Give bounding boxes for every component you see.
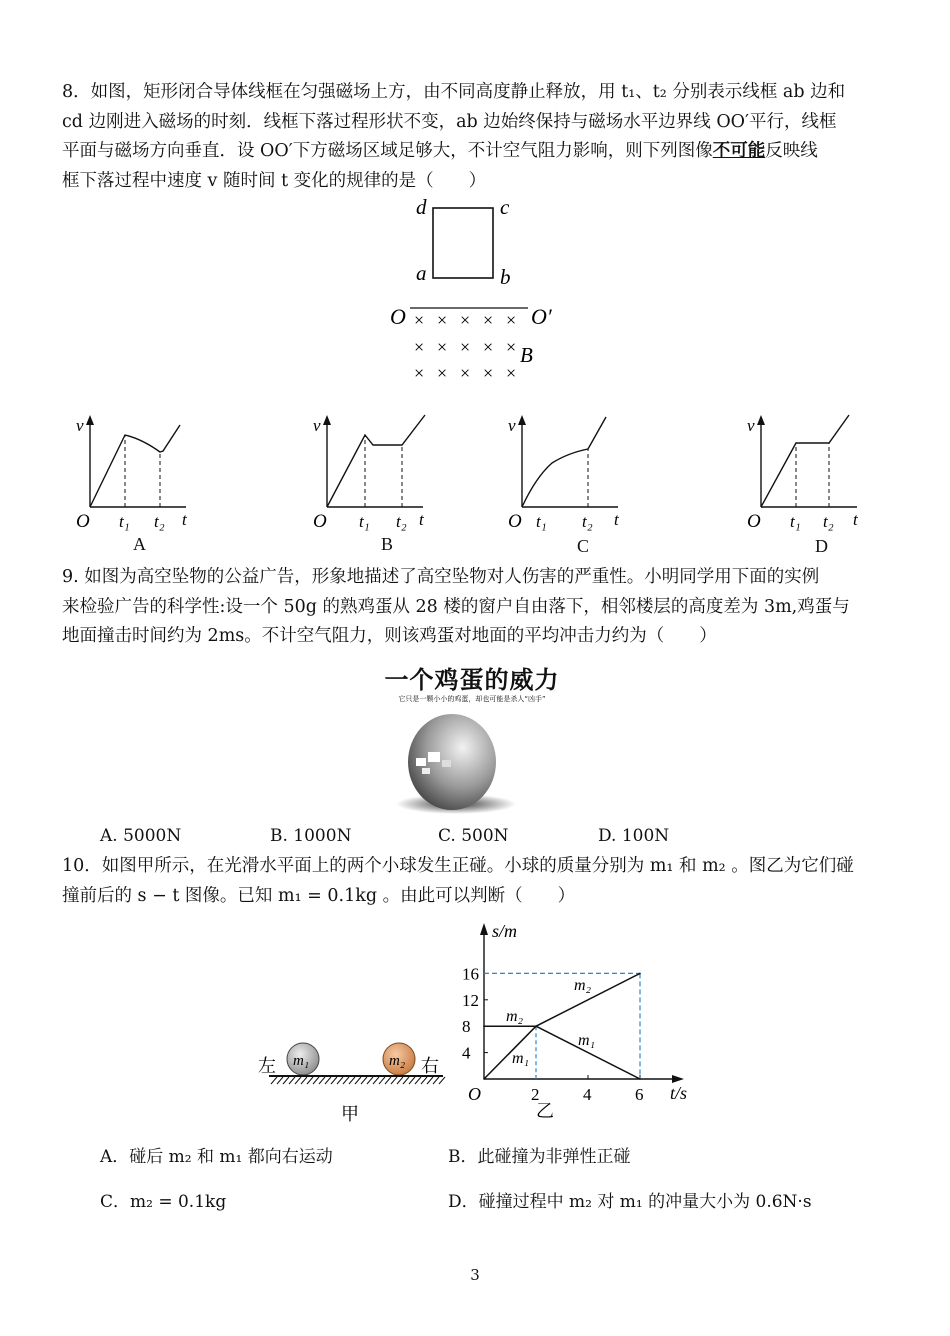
q9-line-3: 地面撞击时间约为 2ms。不计空气阻力，则该鸡蛋对地面的平均冲击力约为（ ） — [62, 626, 717, 646]
graph-label-C: C — [577, 536, 590, 556]
t2-label: t₂ — [582, 512, 593, 531]
hatch-line — [427, 1077, 433, 1084]
q9-line-1: 9. 如图为高空坠物的公益广告，形象地描述了高空坠物对人伤害的严重性。小明同学用下面的实例 — [62, 567, 820, 587]
y-tick-label: 16 — [462, 964, 479, 984]
v-axis-arrow — [86, 415, 94, 425]
vt-graph-A — [76, 415, 188, 532]
hatch-line — [307, 1077, 313, 1084]
egg-advertisement — [370, 660, 570, 820]
field-cross-mark: × — [414, 337, 425, 357]
vt-graph-C — [508, 415, 620, 532]
q10-option-D: D．碰撞过程中 m₂ 对 m₁ 的冲量大小为 0.6N·s — [448, 1192, 812, 1212]
velocity-curve — [761, 415, 849, 507]
q8-line-2: cd 边刚进入磁场的时刻．线框下落过程形状不变，ab 边始终保持与磁场水平边界线 OO′平行，线框 — [62, 111, 837, 132]
field-cross-mark: × — [437, 337, 448, 357]
q9-option-B: B. 1000N — [270, 826, 352, 846]
v-axis-arrow — [757, 415, 765, 425]
q8-line-3-text: 平面与磁场方向垂直．设 OO′下方磁场区域足够大，不计空气阻力影响，则下列图像 — [62, 141, 713, 161]
hatch-line — [331, 1077, 337, 1084]
frame-label-c: c — [500, 195, 510, 219]
fig-a-left-label: 左 — [258, 1056, 276, 1076]
hatch-line — [403, 1077, 409, 1084]
field-label-B: B — [520, 343, 533, 367]
t-axis-label: t — [419, 510, 424, 529]
x-tick-label: 6 — [635, 1085, 644, 1104]
hatch-line — [409, 1077, 415, 1084]
hatch-line — [397, 1077, 403, 1084]
y-tick-label: 12 — [462, 990, 479, 1010]
t2-label: t₂ — [396, 512, 407, 531]
hatch-line — [319, 1077, 325, 1084]
fig-a-right-label: 右 — [421, 1056, 439, 1076]
hatch-line — [421, 1077, 427, 1084]
hatch-line — [313, 1077, 319, 1084]
v-axis-label: v — [76, 416, 84, 435]
fig-a-caption: 甲 — [341, 1104, 359, 1124]
frame-label-b: b — [500, 265, 511, 289]
graph-label-D: D — [815, 536, 828, 556]
q10-st-chart — [450, 915, 710, 1135]
y-tick-label: 8 — [462, 1017, 471, 1037]
question-10-text — [62, 852, 892, 911]
field-cross-mark: × — [437, 363, 448, 383]
conducting-frame — [433, 208, 493, 278]
boundary-label-O: O — [390, 304, 406, 329]
origin-label: O — [313, 511, 327, 532]
hatch-line — [433, 1077, 439, 1084]
data-point — [483, 1025, 485, 1027]
t-axis-label: t/s — [670, 1083, 688, 1103]
magnetic-field-marks — [414, 310, 516, 383]
q8-emphasis: 不可能 — [712, 141, 766, 161]
field-cross-mark: × — [414, 310, 425, 330]
q8-line-3-tail: 反映线 — [765, 141, 818, 161]
origin-label: O — [468, 1084, 481, 1104]
v-axis-label: v — [508, 416, 516, 435]
hatch-line — [415, 1077, 421, 1084]
field-cross-mark: × — [483, 310, 494, 330]
hatch-line — [277, 1077, 283, 1084]
ball-m1-label: m₁ — [293, 1053, 310, 1069]
hatch-line — [379, 1077, 385, 1084]
graph-label-A: A — [133, 534, 146, 554]
v-axis-arrow — [323, 415, 331, 425]
t1-label: t₁ — [536, 512, 547, 531]
label-m1-after: m₁ — [578, 1032, 596, 1049]
q10-line-1: 10．如图甲所示，在光滑水平面上的两个小球发生正碰。小球的质量分别为 m₁ 和 m₂ 。图乙为它们碰 — [62, 856, 854, 876]
field-cross-mark: × — [483, 363, 494, 383]
ad-title: 一个鸡蛋的威力 — [384, 666, 560, 694]
hatch-line — [325, 1077, 331, 1084]
t2-label: t₂ — [154, 512, 165, 531]
field-cross-mark: × — [506, 363, 517, 383]
hatch-line — [373, 1077, 379, 1084]
field-cross-mark: × — [506, 337, 517, 357]
ad-subtitle: 它只是一颗小小的鸡蛋，却也可能是杀人“凶手” — [398, 695, 546, 703]
hatch-line — [361, 1077, 367, 1084]
q8-line-3 — [62, 137, 892, 167]
frame-label-a: a — [416, 261, 427, 285]
q10-line-2: 撞前后的 s − t 图像。已知 m₁ = 0.1kg 。由此可以判断（ ） — [62, 885, 576, 906]
hatch-line — [367, 1077, 373, 1084]
hatch-line — [301, 1077, 307, 1084]
velocity-curve — [327, 415, 425, 507]
hatch-line — [289, 1077, 295, 1084]
label-m1-before: m₁ — [512, 1050, 530, 1067]
hatch-line — [337, 1077, 343, 1084]
series-line-m1 — [484, 1026, 640, 1079]
page-number: 3 — [470, 1266, 480, 1284]
hatch-line — [283, 1077, 289, 1084]
field-cross-mark: × — [483, 337, 494, 357]
t1-label: t₁ — [359, 512, 370, 531]
data-point — [483, 1078, 485, 1080]
q9-option-D: D. 100N — [598, 826, 670, 846]
t-axis-label: t — [182, 510, 187, 529]
egg-image — [370, 700, 570, 820]
data-point — [639, 1078, 641, 1080]
ball-m2-label: m₂ — [389, 1053, 406, 1069]
origin-label: O — [76, 511, 90, 532]
t1-label: t₁ — [119, 512, 130, 531]
field-cross-mark: × — [460, 337, 471, 357]
q9-line-2: 来检验广告的科学性:设一个 50g 的熟鸡蛋从 28 楼的窗户自由落下，相邻楼层的高度差为 3m,鸡蛋与 — [62, 596, 850, 617]
field-cross-mark: × — [506, 310, 517, 330]
q9-option-C: C. 500N — [438, 826, 509, 846]
s-axis-label: s/m — [492, 921, 518, 941]
t2-label: t₂ — [823, 512, 834, 531]
origin-label: O — [508, 511, 522, 532]
ground-hatching — [271, 1077, 445, 1084]
velocity-curve — [522, 417, 606, 507]
label-m2-before: m₂ — [506, 1008, 524, 1025]
q8-line-1: 8．如图，矩形闭合导体线框在匀强磁场上方，由不同高度静止释放，用 t₁、t₂ 分别表示线框 ab 边和 — [62, 82, 846, 102]
field-cross-mark: × — [460, 310, 471, 330]
t-axis-label: t — [853, 510, 858, 529]
t-axis-label: t — [614, 510, 619, 529]
q10-option-C: C．m₂ = 0.1kg — [100, 1192, 227, 1212]
data-point — [639, 973, 641, 975]
y-tick-label: 4 — [462, 1043, 471, 1063]
field-cross-mark: × — [460, 363, 471, 383]
label-m2-after: m₂ — [574, 977, 592, 994]
x-tick-label: 2 — [531, 1085, 540, 1104]
data-point — [535, 1025, 537, 1027]
fig-b-caption: 乙 — [536, 1101, 554, 1121]
v-axis-label: v — [313, 416, 321, 435]
hatch-line — [385, 1077, 391, 1084]
hatch-line — [355, 1077, 361, 1084]
graph-label-B: B — [381, 534, 394, 554]
field-cross-mark: × — [414, 363, 425, 383]
vt-graph-D — [747, 415, 859, 532]
q9-option-A: A. 5000N — [100, 826, 182, 846]
hatch-line — [295, 1077, 301, 1084]
hatch-line — [271, 1077, 277, 1084]
t1-label: t₁ — [790, 512, 801, 531]
v-axis-arrow — [518, 415, 526, 425]
question-8-text — [62, 78, 892, 196]
field-cross-mark: × — [437, 310, 448, 330]
q10-option-B: B．此碰撞为非弹性正碰 — [448, 1147, 631, 1167]
vt-graph-B — [313, 415, 425, 532]
v-axis-label: v — [747, 416, 755, 435]
hatch-line — [343, 1077, 349, 1084]
hatch-line — [439, 1077, 445, 1084]
hatch-line — [391, 1077, 397, 1084]
x-tick-label: 4 — [583, 1085, 592, 1104]
q8-line-4: 框下落过程中速度 v 随时间 t 变化的规律的是（ ） — [62, 170, 487, 191]
velocity-curve — [90, 425, 180, 507]
boundary-label-O-prime: O′ — [531, 304, 552, 329]
question-9-text — [62, 563, 892, 652]
frame-label-d: d — [416, 195, 427, 219]
hatch-line — [349, 1077, 355, 1084]
t-axis-arrow — [672, 1075, 684, 1083]
origin-label: O — [747, 511, 761, 532]
s-axis-arrow — [480, 923, 488, 935]
q10-option-A: A．碰后 m₂ 和 m₁ 都向右运动 — [100, 1147, 333, 1167]
